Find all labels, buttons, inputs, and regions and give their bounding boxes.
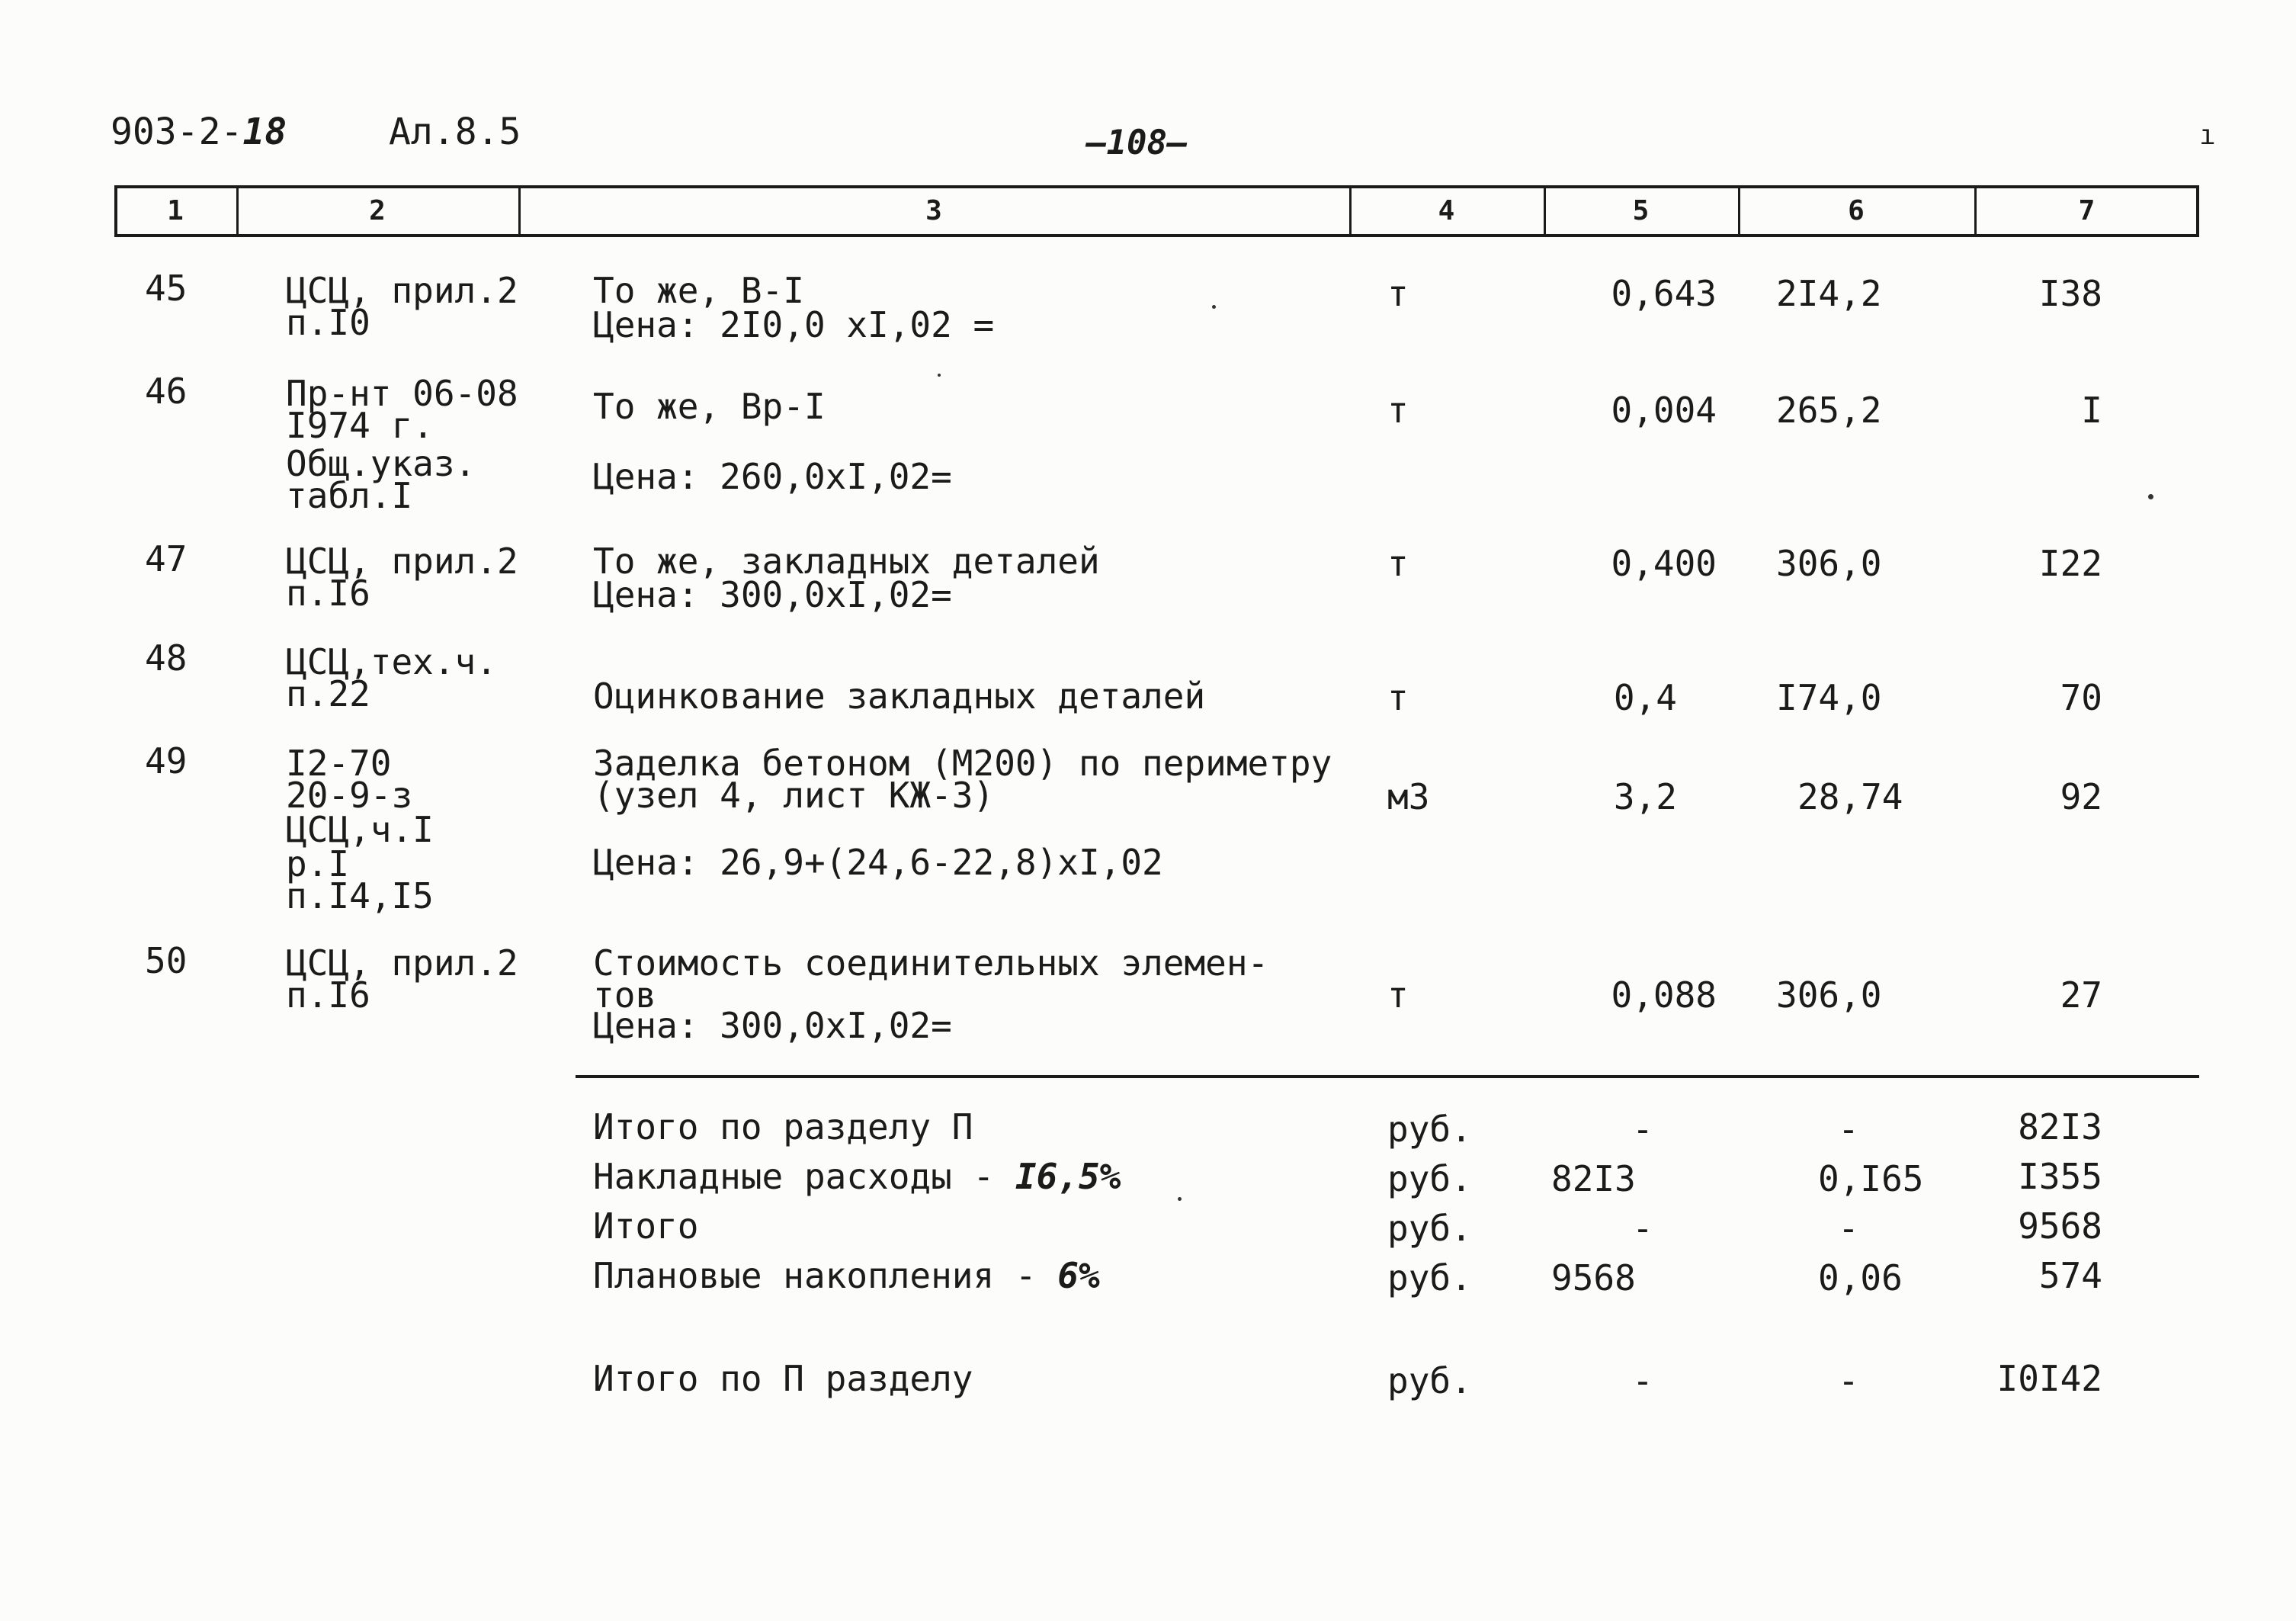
- summary-label: [593, 1255, 1100, 1296]
- row-total: I: [2081, 390, 2102, 431]
- summary-separator: [576, 1075, 2199, 1078]
- row-description: Цена: 26,9+(24,6-22,8)хI,02: [593, 842, 1163, 883]
- summary-base: 82I3: [1551, 1158, 1636, 1199]
- summary-base: -: [1632, 1360, 1653, 1401]
- summary-rate: -: [1838, 1109, 1859, 1150]
- row-price: 306,0: [1776, 543, 1882, 584]
- scan-speck: [2148, 494, 2153, 499]
- column-header-4: 4: [1438, 195, 1455, 226]
- row-reference: 20-9-з: [286, 775, 413, 816]
- row-total: 70: [2060, 677, 2102, 718]
- column-header-3: 3: [925, 195, 942, 226]
- row-quantity: 0,088: [1611, 974, 1717, 1016]
- row-description: Оцинкование закладных деталей: [593, 676, 1206, 717]
- summary-label-percent: 6%: [1057, 1255, 1100, 1296]
- row-description: Заделка бетоном (М200) по периметру: [593, 743, 1332, 784]
- row-quantity: 3,2: [1613, 776, 1677, 817]
- scan-speck: [1212, 305, 1216, 309]
- row-number: 48: [145, 637, 188, 679]
- row-description: Стоимость соединительных элемен-: [593, 942, 1269, 984]
- summary-label: Итого по П разделу: [593, 1358, 973, 1399]
- row-unit: т: [1387, 677, 1409, 718]
- row-total: I38: [2038, 273, 2102, 314]
- column-header-6: 6: [1848, 195, 1865, 226]
- row-reference: п.I6: [286, 974, 370, 1016]
- scan-speck: [1178, 1197, 1182, 1201]
- row-reference: ЦСЦ,тех.ч.: [286, 641, 497, 682]
- row-unit: т: [1387, 543, 1409, 584]
- summary-total: I0I42: [1996, 1358, 2102, 1399]
- summary-total: 82I3: [2018, 1106, 2102, 1148]
- row-description: тов: [593, 974, 657, 1016]
- column-header-5: 5: [1632, 195, 1650, 226]
- row-description: То же, В-I: [593, 270, 804, 311]
- row-reference: ЦСЦ, прил.2: [286, 270, 518, 311]
- row-number: 45: [145, 268, 188, 309]
- row-reference: Общ.указ.: [286, 443, 476, 484]
- summary-label-main: Накладные расходы -: [593, 1156, 1015, 1197]
- row-total: 27: [2060, 974, 2102, 1016]
- row-reference: I974 г.: [286, 405, 434, 446]
- row-price: 306,0: [1776, 974, 1882, 1016]
- summary-unit: руб.: [1387, 1360, 1472, 1401]
- column-header-7: 7: [2078, 195, 2096, 226]
- row-reference: п.I4,I5: [286, 875, 434, 916]
- summary-unit: руб.: [1387, 1257, 1472, 1298]
- scan-speck: [938, 374, 941, 377]
- summary-rate: 0,I65: [1818, 1158, 1924, 1199]
- summary-unit: руб.: [1387, 1158, 1472, 1199]
- row-description: Цена: 260,0хI,02=: [593, 456, 952, 497]
- row-price: 2I4,2: [1776, 273, 1882, 314]
- summary-unit: руб.: [1387, 1208, 1472, 1249]
- album-number: Ал.8.5: [389, 111, 521, 153]
- row-unit: м3: [1387, 776, 1430, 817]
- row-reference: ЦСЦ, прил.2: [286, 942, 518, 984]
- row-description: То же, Вр-I: [593, 386, 826, 427]
- row-reference: р.I: [286, 843, 350, 884]
- summary-unit: руб.: [1387, 1109, 1472, 1150]
- row-description: Цена: 300,0хI,02=: [593, 574, 952, 615]
- row-description: Цена: 2I0,0 хI,02 =: [593, 304, 995, 345]
- corner-mark: ı: [2199, 120, 2216, 151]
- summary-rate: -: [1838, 1360, 1859, 1401]
- row-description: (узел 4, лист КЖ-3): [593, 775, 995, 816]
- row-reference: I2-70: [286, 743, 392, 784]
- row-number: 50: [145, 940, 188, 981]
- row-quantity: 0,400: [1611, 543, 1717, 584]
- document-code-suffix: 18: [242, 111, 287, 153]
- row-quantity: 0,4: [1613, 677, 1677, 718]
- row-reference: п.I0: [286, 302, 370, 343]
- summary-label: Итого: [593, 1205, 699, 1247]
- document-code: [111, 111, 287, 153]
- row-reference: п.I6: [286, 573, 370, 614]
- row-price: 265,2: [1776, 390, 1882, 431]
- row-unit: т: [1387, 390, 1409, 431]
- column-header-2: 2: [369, 195, 386, 226]
- row-price: I74,0: [1776, 677, 1882, 718]
- row-description: Цена: 300,0хI,02=: [593, 1005, 952, 1046]
- row-number: 49: [145, 740, 188, 782]
- row-unit: т: [1387, 273, 1409, 314]
- summary-label-percent: I6,5%: [1015, 1156, 1121, 1197]
- row-quantity: 0,643: [1611, 273, 1717, 314]
- summary-label: [593, 1156, 1121, 1197]
- summary-label-main: Плановые накопления -: [593, 1255, 1058, 1296]
- row-reference: ЦСЦ,ч.I: [286, 809, 434, 850]
- summary-base: -: [1632, 1208, 1653, 1249]
- page-number: —108—: [1086, 124, 1188, 162]
- summary-total: I355: [2018, 1156, 2102, 1197]
- row-quantity: 0,004: [1611, 390, 1717, 431]
- row-reference: Пр-нт 06-08: [286, 373, 518, 414]
- summary-total: 574: [2038, 1255, 2102, 1296]
- summary-label: Итого по разделу П: [593, 1106, 973, 1148]
- summary-rate: 0,06: [1818, 1257, 1903, 1298]
- row-total: I22: [2038, 543, 2102, 584]
- summary-total: 9568: [2018, 1205, 2102, 1247]
- row-description: То же, закладных деталей: [593, 541, 1100, 582]
- row-reference: ЦСЦ, прил.2: [286, 541, 518, 582]
- row-total: 92: [2060, 776, 2102, 817]
- row-number: 46: [145, 371, 188, 412]
- document-code-prefix: 903-2-: [111, 111, 243, 153]
- summary-base: 9568: [1551, 1257, 1636, 1298]
- row-number: 47: [145, 538, 188, 579]
- row-price: 28,74: [1797, 776, 1903, 817]
- column-header-1: 1: [167, 195, 184, 226]
- row-reference: табл.I: [286, 475, 413, 516]
- summary-base: -: [1632, 1109, 1653, 1150]
- summary-rate: -: [1838, 1208, 1859, 1249]
- row-reference: п.22: [286, 673, 370, 714]
- row-unit: т: [1387, 974, 1409, 1016]
